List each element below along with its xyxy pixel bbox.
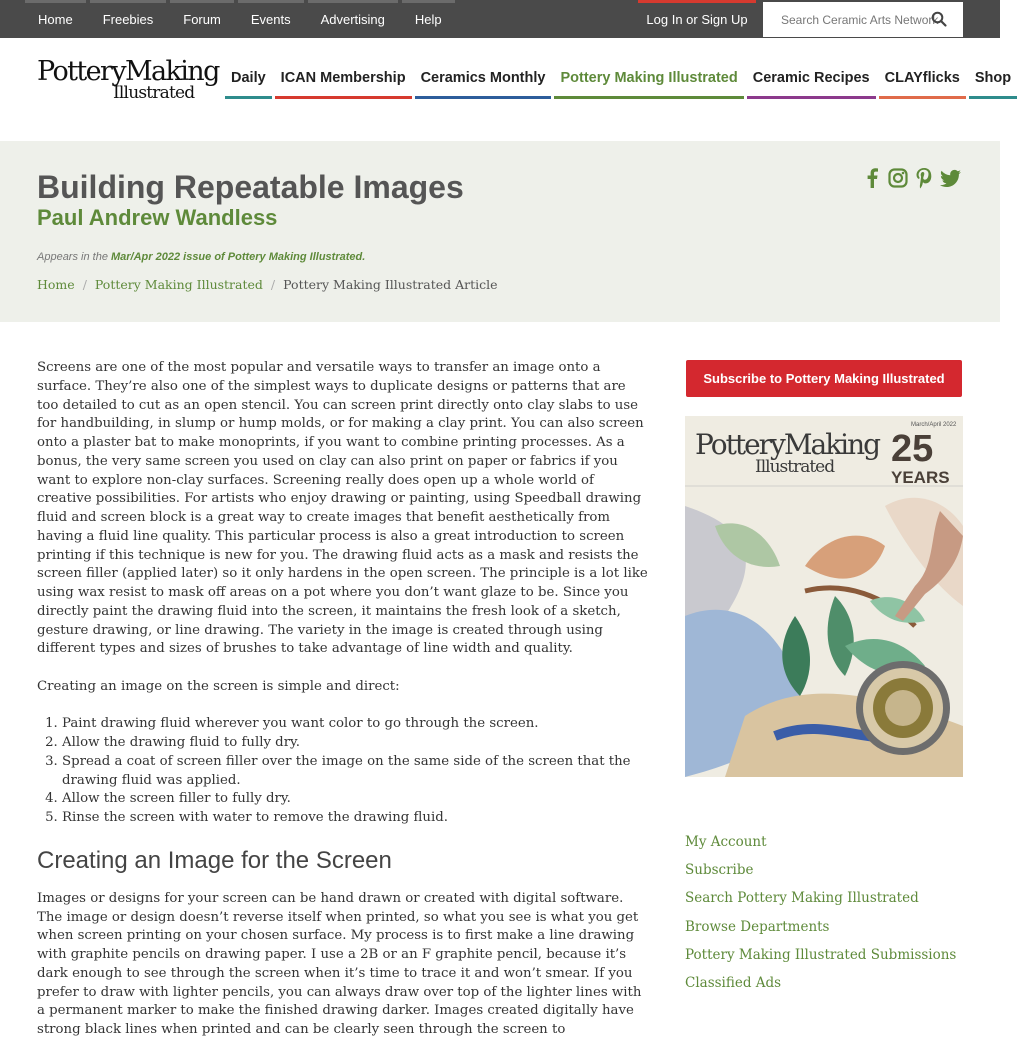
steps-intro: Creating an image on the screen is simple and direct: [37, 678, 400, 694]
nav-underline [969, 96, 1017, 99]
breadcrumb-separator: / [82, 277, 87, 292]
subscribe-button[interactable]: Subscribe to Pottery Making Illustrated [686, 360, 962, 397]
nav-underline [415, 96, 552, 99]
list-item: 5. Rinse the screen with water to remove the drawing fluid. [62, 809, 649, 828]
magazine-cover[interactable] [685, 416, 963, 777]
main-nav-label: Shop [974, 69, 1012, 86]
cover-title-line2: Illustrated [755, 457, 835, 477]
sidebar-link-search[interactable]: Search Pottery Making Illustrated [685, 890, 919, 907]
sidebar-link-subscribe[interactable]: Subscribe [685, 862, 754, 879]
top-nav-help[interactable]: Help [400, 0, 457, 38]
main-nav [225, 56, 1020, 99]
nav-underline [879, 96, 966, 99]
pinterest-icon[interactable] [914, 167, 934, 189]
main-nav-label: ICAN Membership [280, 69, 406, 86]
top-nav-advertising[interactable]: Advertising [306, 0, 400, 38]
cover-anniversary-years: YEARS [891, 468, 950, 487]
breadcrumb-current: Pottery Making Illustrated Article [283, 277, 498, 292]
search-box [763, 2, 963, 37]
section-paragraph: Images or designs for your screen can be hand drawn or created with digital software. The image or design doesn’t reverse itself when printed, so what you see is what you get when screen printing on your chosen surface. My process is to first make a line drawing with graphite pencils on drawing paper. I use a 2B or an F graphite pencil, because it’s dark enough to see through the screen when it’s time to trace it and won’t smear. If you prefer to draw with lighter pencils, you can always draw over top of the lighter lines with a permanent marker to make the finished drawing darker. Images created digitally have strong black lines when printed and can be clearly seen through the screen to [37, 890, 642, 1037]
sidebar-link-my-account[interactable]: My Account [685, 834, 767, 850]
top-nav-freebies[interactable]: Freebies [88, 0, 169, 38]
breadcrumb-home[interactable]: Home [37, 277, 75, 292]
sidebar-link-browse-departments[interactable]: Browse Departments [685, 918, 830, 935]
top-nav-forum[interactable]: Forum [168, 0, 236, 38]
article-author: Paul Andrew Wandless [37, 205, 278, 230]
breadcrumb [37, 277, 498, 292]
main-nav-shop[interactable] [969, 56, 1017, 99]
facebook-icon[interactable] [862, 167, 882, 189]
main-nav-label: CLAYflicks [884, 69, 960, 86]
list-item: 3. Spread a coat of screen filler over the image on the same side of the screen that the drawing fluid was applied. [62, 753, 649, 791]
issue-prefix: Appears in the [37, 251, 111, 263]
article-hero [0, 141, 1000, 322]
breadcrumb-separator: / [270, 277, 276, 292]
social-links [862, 167, 960, 189]
search-input[interactable] [781, 13, 941, 27]
login-signup-link[interactable]: Log In or Sign Up [638, 0, 756, 38]
list-item: 1. Paint drawing fluid wherever you want color to go through the screen. [62, 715, 649, 734]
issue-note [37, 251, 365, 263]
cover-title-line1: PotteryMaking [695, 428, 880, 461]
main-nav-pottery-making-illustrated[interactable] [554, 56, 743, 99]
top-nav-home[interactable]: Home [23, 0, 88, 38]
cover-anniversary-number: 25 [891, 428, 934, 470]
section-heading: Creating an Image for the Screen [37, 846, 392, 874]
main-nav-label: Ceramic Recipes [752, 69, 870, 86]
article-intro: Screens are one of the most popular and versatile ways to transfer an image onto a surface. They’re also one of the simplest ways to duplicate designs or patterns that are too detailed to cut as an open stencil. You can screen print directly onto clay slabs to use for handbuilding, in slump or hump molds, or for making a clay print. You can also screen onto a plaster bat to make monoprints, if you want to combine printing processes. As a bonus, the very same screen you used on clay can also print on paper or fabrics if you want to explore non-clay surfaces. Screening really does open up a whole world of creative possibilities. For artists who enjoy drawing or painting, using Speedball drawing fluid and screen block is a great way to create images that benefit aesthetically from having a fluid line quality. This particular process is also a great introduction to screen printing if this technique is new for you. The drawing fluid acts as a mask and resists the screen filler (applied later) so it only hardens in the open screen. The principle is a lot like using wax resist to mask off areas on a pot where you don’t want glaze to be. Since you directly paint the drawing fluid into the screen, it maintains the fresh look of a sketch, gesture drawing, or line drawing. The variety in the image is created through using different types and sizes of brushes to take advantage of line width and quality. [37, 360, 648, 657]
cover-date: March/April 2022 [911, 422, 957, 428]
article-body [37, 359, 649, 1059]
list-item: 2. Allow the drawing fluid to fully dry. [62, 734, 649, 753]
nav-underline [554, 96, 743, 99]
top-nav [23, 0, 457, 38]
sidebar-links [685, 832, 956, 1001]
main-nav-daily[interactable] [225, 56, 272, 99]
nav-underline [747, 96, 876, 99]
steps-list [62, 715, 649, 828]
nav-underline [275, 96, 412, 99]
main-nav-label: Ceramics Monthly [420, 69, 546, 86]
main-nav-ican-membership[interactable] [275, 56, 412, 99]
twitter-icon[interactable] [940, 167, 960, 189]
issue-link[interactable]: Mar/Apr 2022 issue of Pottery Making Illustrated. [111, 251, 366, 263]
nav-underline [225, 96, 272, 99]
site-logo[interactable] [37, 56, 219, 108]
article-title: Building Repeatable Images [37, 169, 464, 205]
main-nav-clayflicks[interactable] [879, 56, 966, 99]
main-nav-ceramic-recipes[interactable] [747, 56, 876, 99]
logo-line1: PotteryMaking [37, 56, 219, 87]
list-item: 4. Allow the screen filler to fully dry. [62, 790, 649, 809]
main-nav-label: Pottery Making Illustrated [560, 69, 738, 86]
main-nav-ceramics-monthly[interactable] [415, 56, 552, 99]
instagram-icon[interactable] [888, 167, 908, 189]
search-icon[interactable] [931, 11, 947, 27]
breadcrumb-pmi[interactable]: Pottery Making Illustrated [94, 277, 263, 292]
top-utility-bar [0, 0, 1000, 38]
logo-line2: Illustrated [113, 83, 195, 103]
sidebar-link-submissions[interactable]: Pottery Making Illustrated Submissions [685, 946, 957, 963]
main-nav-label: Daily [231, 69, 266, 86]
top-nav-events[interactable]: Events [236, 0, 306, 38]
sidebar-link-classified-ads[interactable]: Classified Ads [685, 974, 782, 991]
